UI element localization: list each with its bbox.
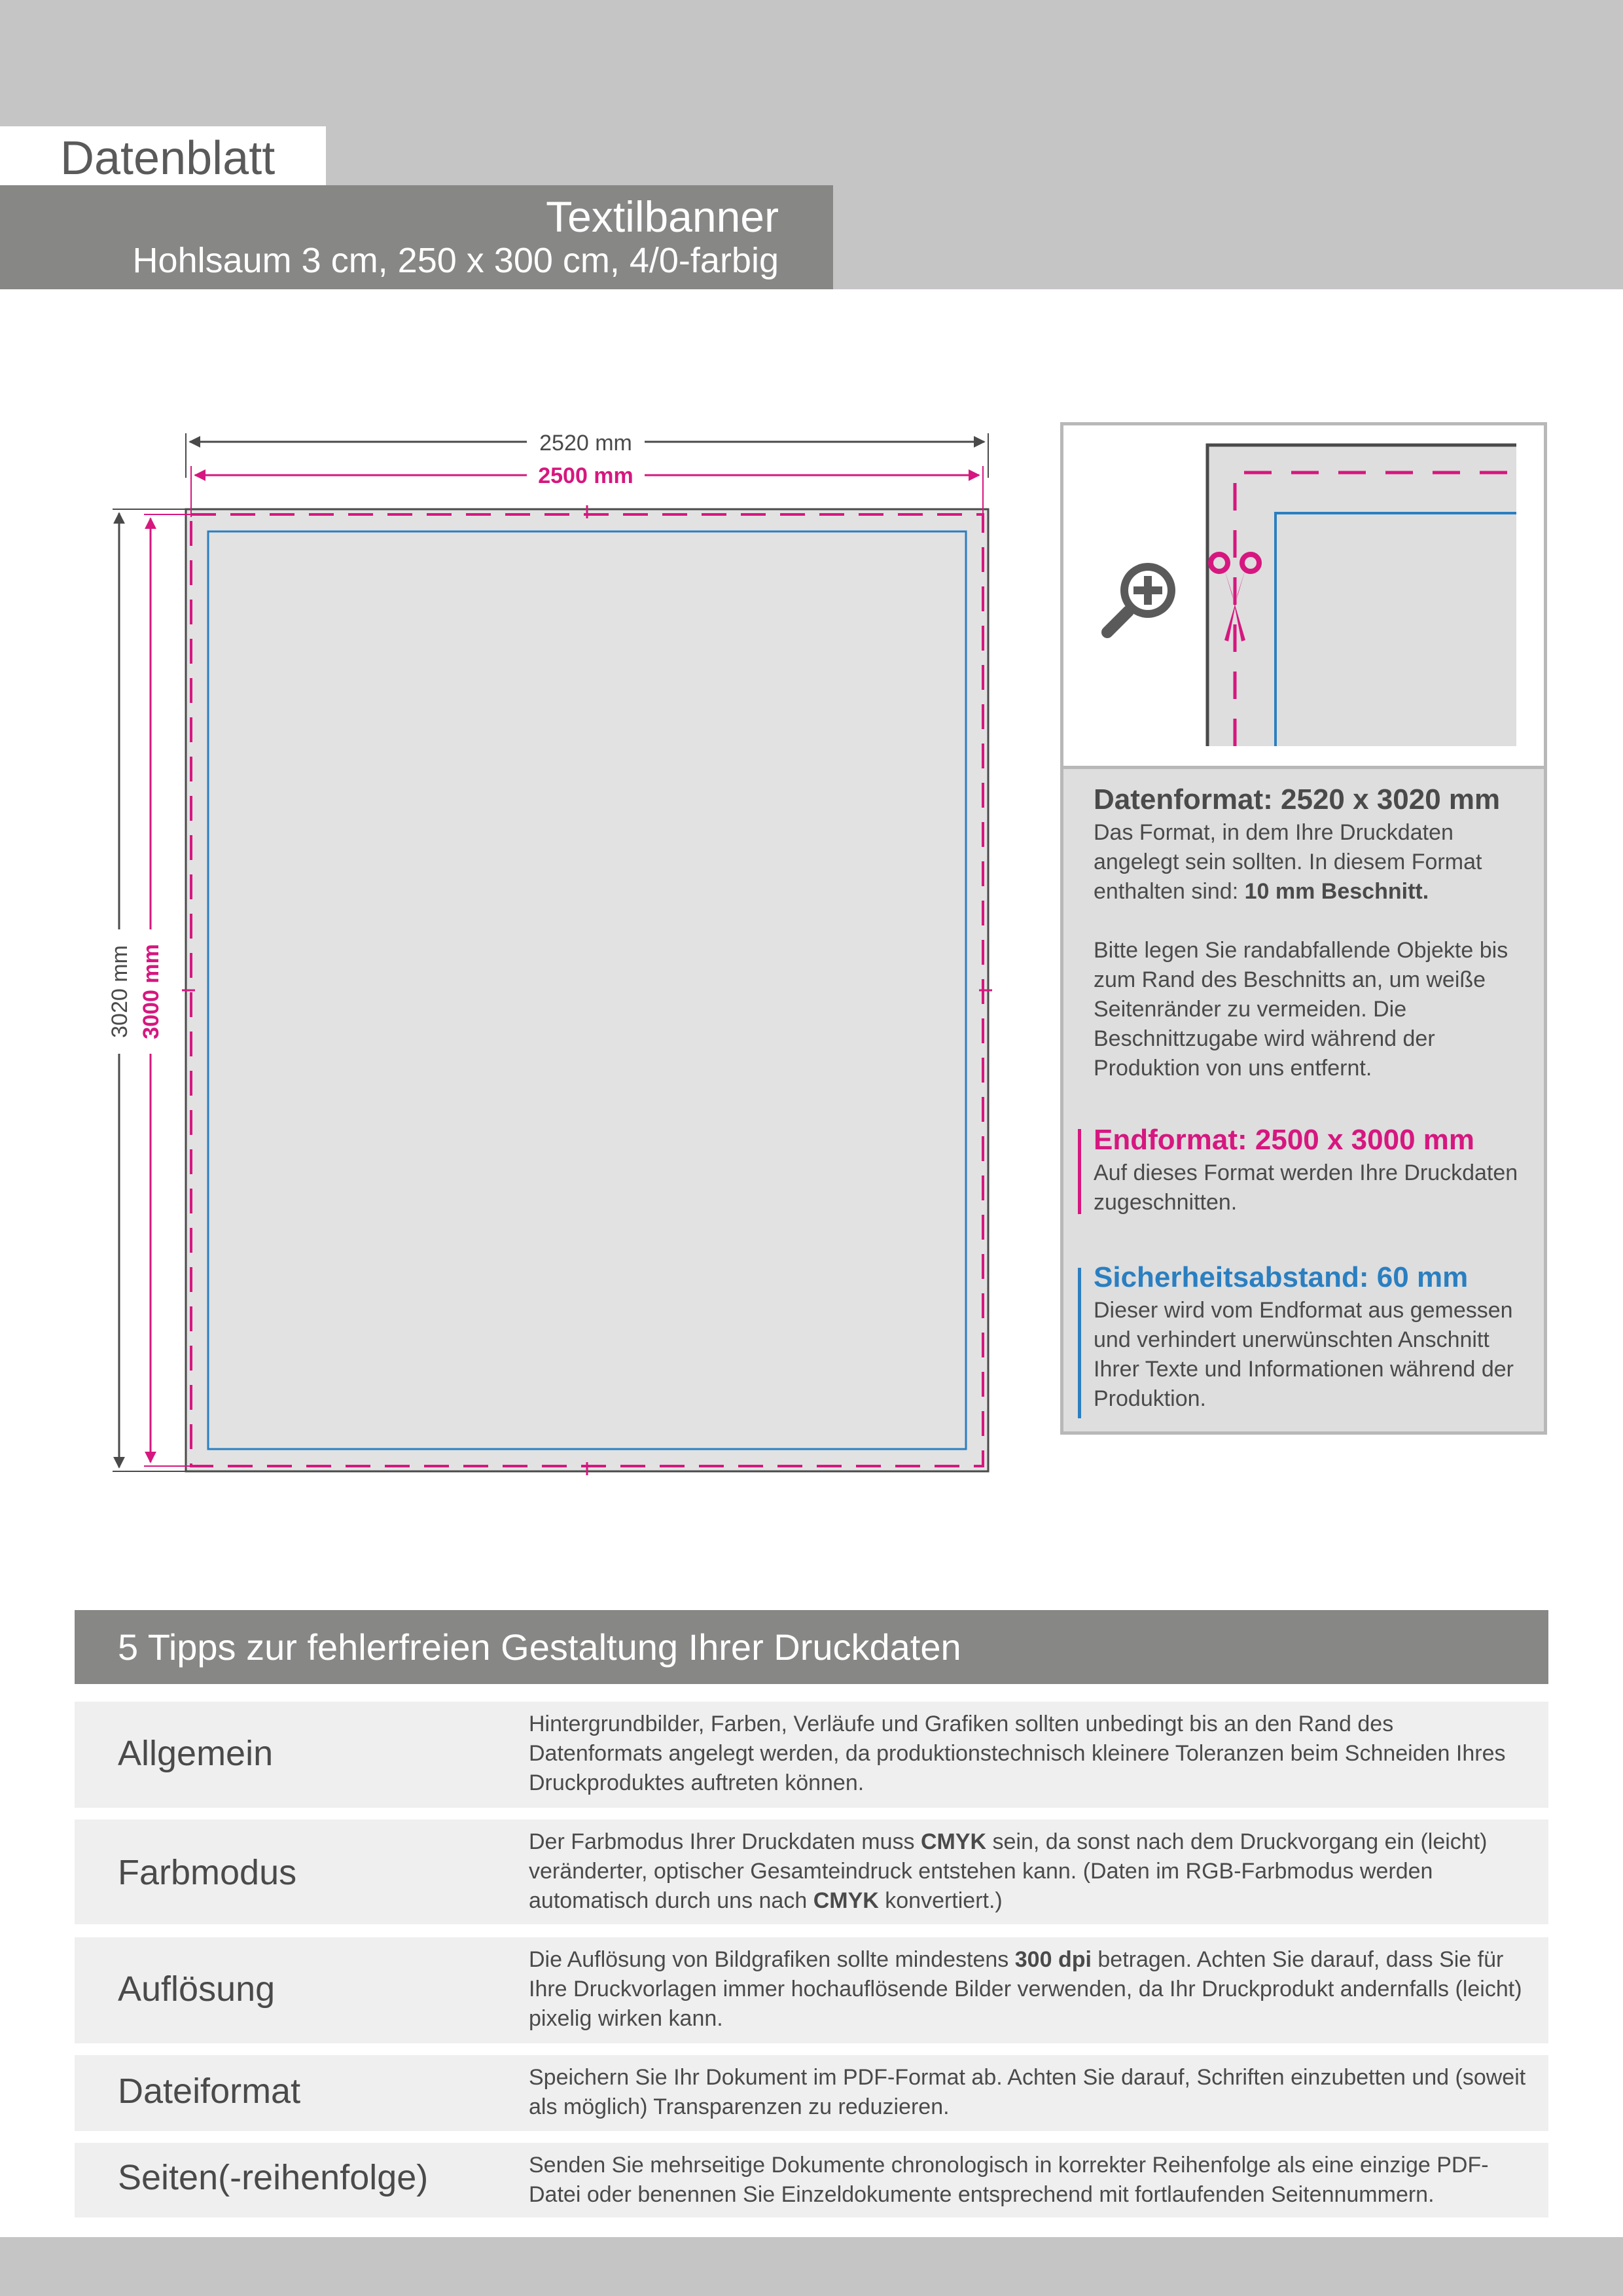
- tip-row-farbmodus: [75, 1820, 1548, 1924]
- width-data-label: 2520 mm: [539, 431, 632, 456]
- tip-label: Farbmodus: [118, 1853, 297, 1892]
- tip-text: Senden Sie mehrseitige Dokumente chronologisch in korrekter Reihenfolge als eine einzige PDF-Datei oder benennen Sie Einzeldokumente entsprechend mit fortlaufenden Seitennummern.: [529, 2153, 1489, 2207]
- tip-label: Allgemein: [118, 1734, 274, 1773]
- footer-band: [0, 2237, 1623, 2296]
- format-diagram: [98, 419, 1001, 1479]
- scissors-icon: [1206, 548, 1265, 647]
- safety-bar: [1078, 1268, 1081, 1418]
- data-format-title: Datenformat: 2520 x 3020 mm: [1094, 783, 1501, 816]
- width-end-label: 2500 mm: [538, 463, 633, 488]
- doc-label-text: Datenblatt: [60, 132, 276, 185]
- zoom-detail-box: [1060, 422, 1547, 769]
- tips-header: [75, 1610, 1548, 1684]
- zoom-in-icon: [1099, 556, 1185, 641]
- tip-row-allgemein: [75, 1702, 1548, 1808]
- end-format-text: Auf dieses Format werden Ihre Druckdaten zugeschnitten.: [1094, 1160, 1518, 1215]
- tip-text: Hintergrundbilder, Farben, Verläufe und Grafiken sollten unbedingt bis an den Rand des Datenformats angelegt werden, da produktionstechnisch kleinere Toleranzen beim Schneiden Ihres Druckproduktes auftreten können.: [529, 1712, 1506, 1795]
- tip-label: Auflösung: [118, 1969, 276, 2009]
- safety-title: Sicherheitsabstand: 60 mm: [1094, 1261, 1469, 1293]
- tips-heading: 5 Tipps zur fehlerfreien Gestaltung Ihrer Druckdaten: [118, 1626, 961, 1668]
- data-format-area: [186, 509, 988, 1471]
- end-format-bar: [1078, 1129, 1081, 1214]
- product-subtitle: Hohlsaum 3 cm, 250 x 300 cm, 4/0-farbig: [132, 241, 779, 280]
- bleed-text: Bitte legen Sie randabfallende Objekte bis zum Rand des Beschnitts an, um weiße Seitenränder zu vermeiden. Die Beschnittzugabe wird während der Produktion von uns entfernt.: [1094, 938, 1508, 1081]
- tip-label: Seiten(-reihenfolge): [118, 2158, 429, 2197]
- tip-row-aufloesung: [75, 1937, 1548, 2043]
- format-info-box: [1060, 766, 1547, 1435]
- tip-text: Speichern Sie Ihr Dokument im PDF-Format ab. Achten Sie darauf, Schriften einzubetten und (soweit als möglich) Transparenzen zu reduzieren.: [529, 2065, 1526, 2119]
- tip-text: Der Farbmodus Ihrer Druckdaten muss CMYK sein, da sonst nach dem Druckvorgang ein (leicht) veränderter, optischer Gesamteindruck entstehen kann. (Daten im RGB-Farbmodus werden automatisch durch uns nach CMYK konvertiert.): [529, 1829, 1488, 1913]
- end-format-title: Endformat: 2500 x 3000 mm: [1094, 1124, 1475, 1156]
- tip-row-dateiformat: [75, 2055, 1548, 2131]
- tip-text: Die Auflösung von Bildgrafiken sollte mindestens 300 dpi betragen. Achten Sie darauf, dass Sie für Ihre Druckvorlagen immer hochauflösende Bilder verwenden, da Ihr Druckprodukt andernfalls (leicht) pixelig wirken kann.: [529, 1947, 1522, 2031]
- data-format-text: Das Format, in dem Ihre Druckdaten angelegt sein sollten. In diesem Format enthalten sind: 10 mm Beschnitt.: [1094, 820, 1482, 904]
- title-box: [0, 185, 833, 289]
- tip-label: Dateiformat: [118, 2072, 301, 2111]
- product-title: Textilbanner: [546, 192, 779, 241]
- safety-text: Dieser wird vom Endformat aus gemessen und verhindert unerwünschten Anschnitt Ihrer Texte und Informationen während der Produktion.: [1094, 1298, 1514, 1411]
- doc-label: [0, 126, 326, 185]
- height-data-label: 3020 mm: [107, 945, 132, 1038]
- tip-row-seiten: [75, 2143, 1548, 2217]
- height-end-label: 3000 mm: [139, 944, 164, 1039]
